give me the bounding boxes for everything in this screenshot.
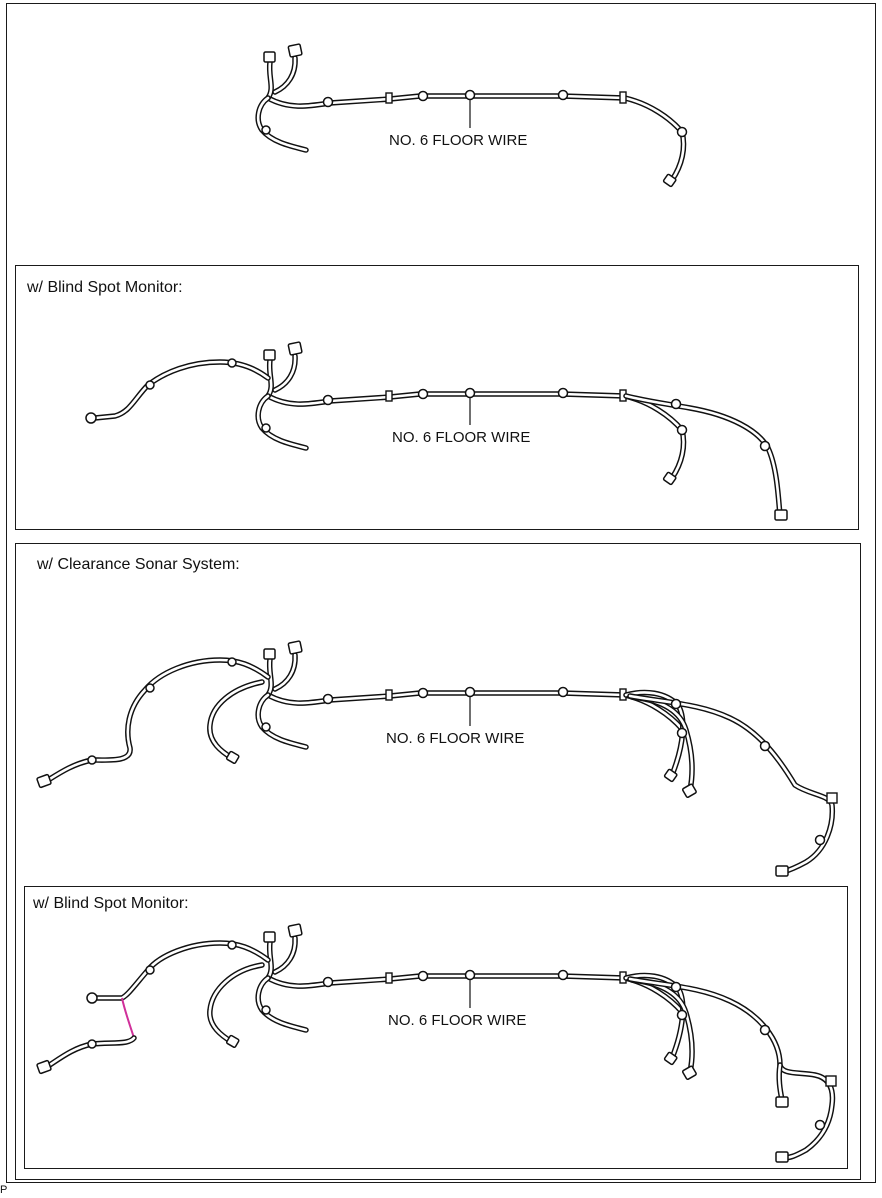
corner-mark: P [0, 1184, 8, 1196]
panel-title-sonar: w/ Clearance Sonar System: [37, 556, 240, 573]
wire-label-standard: NO. 6 FLOOR WIRE [389, 132, 528, 149]
sonar-wire [37, 641, 837, 876]
sonar-bsm-wire [37, 924, 836, 1162]
wire-label-sonar: NO. 6 FLOOR WIRE [386, 730, 525, 747]
panel-title-bsm: w/ Blind Spot Monitor: [27, 279, 183, 296]
wire-label-bsm: NO. 6 FLOOR WIRE [392, 429, 531, 446]
panel-title-sonar-bsm: w/ Blind Spot Monitor: [33, 895, 189, 912]
standard-wire [258, 44, 686, 187]
wire-label-sonar-bsm: NO. 6 FLOOR WIRE [388, 1012, 527, 1029]
highlighted-segment [122, 998, 134, 1038]
